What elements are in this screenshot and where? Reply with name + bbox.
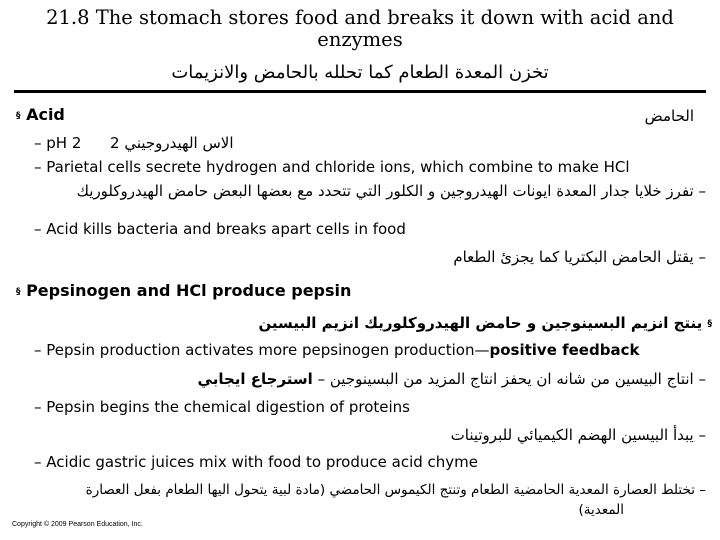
pepsin-heading-arabic-label: ينتج انزيم البسينوجين و حامض الهيدروكلوريك انزيم البيسين	[258, 314, 703, 332]
dash-bullet-icon: –	[698, 182, 706, 200]
parietal-line	[34, 157, 630, 177]
digestion-line-arabic	[451, 425, 706, 445]
parietal-line-arabic	[77, 181, 706, 201]
kills-line	[34, 219, 406, 239]
activation-text-arabic: انتاج البيسين من شانه ان يحفز انتاج المزيد من البسينوجين –	[317, 370, 694, 388]
acid-heading	[16, 105, 65, 126]
dash-bullet-icon: –	[698, 370, 706, 388]
pepsin-heading	[16, 281, 351, 302]
activation-line-arabic	[198, 369, 706, 389]
kills-line-arabic	[453, 247, 706, 267]
ph-label: pH 2	[46, 134, 82, 152]
chyme-text-arabic: تختلط العصارة المعدية الحامضية الطعام وتنتج الكيموس الحامضي (مادة لبية يتحول اليها الطعام بفعل العصارة	[85, 482, 695, 498]
digestion-line	[34, 397, 410, 417]
ph-line	[34, 133, 81, 153]
slide-title-arabic: تخزن المعدة الطعام كما تحلله بالحامض والانزيمات	[171, 62, 549, 83]
digestion-text: Pepsin begins the chemical digestion of proteins	[46, 398, 410, 416]
dash-bullet-icon: –	[699, 482, 706, 498]
slide-title: 21.8 The stomach stores food and breaks it down with acid and enzymes	[46, 6, 674, 51]
copyright-notice: Copyright © 2009 Pearson Education, Inc.	[12, 521, 143, 528]
parietal-text: Parietal cells secrete hydrogen and chloride ions, which combine to make HCl	[46, 158, 630, 176]
pepsin-heading-label: Pepsinogen and HCl produce pepsin	[26, 281, 352, 300]
dash-bullet-icon: –	[34, 134, 42, 152]
square-bullet-icon: §	[707, 319, 712, 329]
pepsin-heading-arabic	[258, 313, 712, 334]
dash-bullet-icon: –	[34, 341, 42, 359]
positive-feedback-term-arabic: استرجاع ايجابي	[197, 370, 313, 388]
digestion-text-arabic: يبدأ البيسين الهضم الكيميائي للبروتينات	[450, 426, 694, 444]
dash-bullet-icon: –	[34, 453, 42, 471]
dash-bullet-icon: –	[698, 248, 706, 266]
kills-text: Acid kills bacteria and breaks apart cells in food	[46, 220, 406, 238]
activation-line	[34, 340, 639, 360]
chyme-text-arabic-continued: المعدية)	[578, 502, 624, 518]
chyme-line	[34, 452, 478, 472]
dash-bullet-icon: –	[698, 426, 706, 444]
dash-bullet-icon: –	[34, 398, 42, 416]
activation-text: Pepsin production activates more pepsinogen production—	[46, 341, 490, 359]
positive-feedback-term: positive feedback	[489, 341, 640, 359]
title-divider	[14, 90, 706, 93]
chyme-text: Acidic gastric juices mix with food to produce acid chyme	[46, 453, 478, 471]
square-bullet-icon: §	[16, 111, 21, 121]
acid-heading-arabic: الحامض	[644, 107, 694, 125]
parietal-text-arabic: تفرز خلايا جدار المعدة ايونات الهيدروجين و الكلور التي تتحدد مع بعضها البعض حامض الهيدروكلوريك	[76, 182, 694, 200]
dash-bullet-icon: –	[34, 158, 42, 176]
chyme-line-arabic	[86, 480, 706, 500]
ph-label-arabic: الاس الهيدروجيني 2	[110, 134, 234, 152]
kills-text-arabic: يقتل الحامض البكتريا كما يجزئ الطعام	[453, 248, 694, 266]
acid-heading-label: Acid	[26, 105, 65, 124]
square-bullet-icon: §	[16, 287, 21, 297]
dash-bullet-icon: –	[34, 220, 42, 238]
